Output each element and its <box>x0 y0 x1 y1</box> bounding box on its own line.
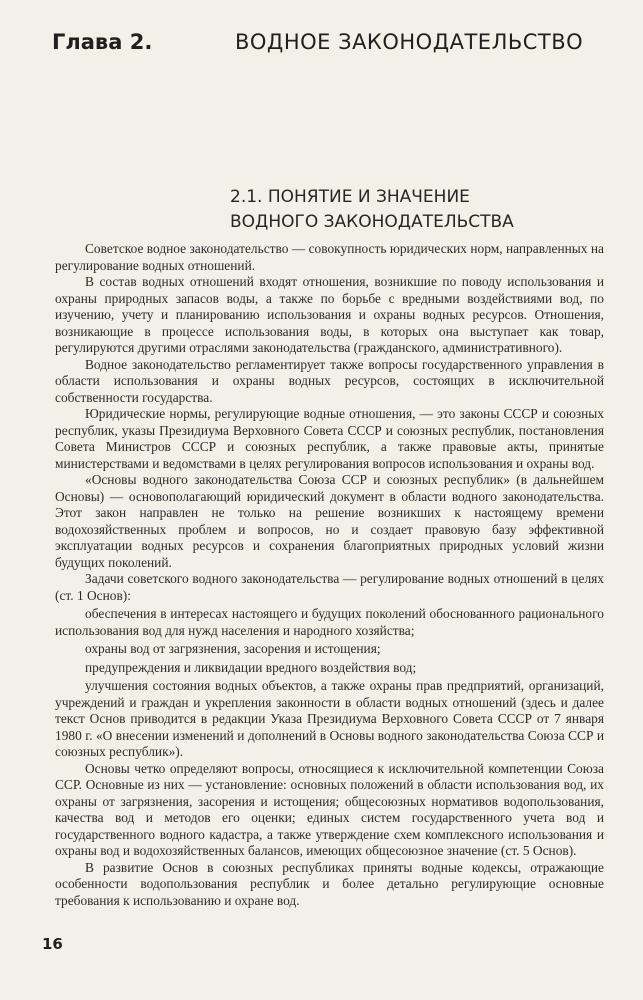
paragraph-tasks: Задачи советского водного законодательства — регулирование водных отношений в целях (ст. 1 Основ): <box>55 571 604 603</box>
paragraph-legal-norms: Юридические нормы, регулирующие водные отношения, — это законы СССР и союзных республик, указы Президиума Верховного Совета СССР и союзных республик, постановления Совета Министров СССР и союзных республик, а также правовые акты, принятые министерствами и ведомствами в целях регулирования вопросов использования и охраны вод. <box>55 406 604 471</box>
body-text <box>55 241 604 909</box>
paragraph-competence: Основы четко определяют вопросы, относящиеся к исключительной компетенции Союза ССР. Основные из них — установление: основных положений в области использования вод, их охраны от загрязнения, засорения и истощения; общесоюзных нормативов водопользования, качества вод и методов его оценки; единых систем государственного учета вод и государственного водного кадастра, а также утверждение схем комплексного использования и охраны вод и водохозяйственных балансов, имеющих общесоюзное значение (ст. 5 Основ). <box>55 760 604 858</box>
list-item-prevention: предупреждения и ликвидации вредного воздействия вод; <box>85 659 417 675</box>
chapter-title: ВОДНОЕ ЗАКОНОДАТЕЛЬСТВО <box>235 30 584 54</box>
section-title-line-2: ВОДНОГО ЗАКОНОДАТЕЛЬСТВА <box>230 212 514 232</box>
chapter-number: Глава 2. <box>52 30 153 54</box>
paragraph-state-management: Водное законодательство регламентирует также вопросы государственного управления в области использования и охраны водных ресурсов, состоящих в исключительной собственности государства. <box>55 356 604 405</box>
chapter-header <box>40 30 603 70</box>
section-title-line-1: 2.1. ПОНЯТИЕ И ЗНАЧЕНИЕ <box>230 187 470 207</box>
paragraph-republic-codes: В развитие Основ в союзных республиках приняты водные кодексы, отражающие особенности водопользования республик и более детально регулирующие основные требования к использованию и охране вод. <box>55 859 604 908</box>
list-item-ensuring-use: обеспечения в интересах настоящего и будущих поколений обоснованного рационального использования вод для нужд населения и народного хозяйства; <box>55 606 604 638</box>
list-item-protection: охраны вод от загрязнения, засорения и истощения; <box>85 641 381 656</box>
paragraph-water-relations: В состав водных отношений входят отношения, возникшие по поводу использования и охраны природных запасов воды, а также по борьбе с вредными воздействиями вод, по изучению, учету и планированию использования и охраны водных ресурсов. Отношения, возникающие в процессе использования воды, в которых она выступает как товар, регулируются другими отраслями законодательства (гражданского, административного). <box>55 274 604 355</box>
section-title <box>230 185 514 235</box>
list-item-improvement: улучшения состояния водных объектов, а также охраны прав предприятий, организаций, учреждений и граждан и укрепления законности в области водных отношений (здесь и далее текст Основ приводится в редакции Указа Президиума Верховного Совета СССР от 7 января 1980 г. «О внесении изменений и дополнений в Основы водного законодательства Союза ССР и союзных республик»). <box>55 678 604 759</box>
paragraph-definition: Советское водное законодательство — совокупность юридических норм, направленных на регулирование водных отношений. <box>55 241 604 273</box>
page-number: 16 <box>42 935 63 953</box>
paragraph-fundamentals: «Основы водного законодательства Союза ССР и союзных республик» (в дальнейшем Основы) — основополагающий юридический документ в области водного законодательства. Этот закон направлен не только на решение возникших к настоящему времени водохозяйственных проблем и вопросов, но и создает правовую базу эффективной эксплуатации водных ресурсов и сохранения благоприятных природных условий жизни будущих поколений. <box>55 472 604 570</box>
